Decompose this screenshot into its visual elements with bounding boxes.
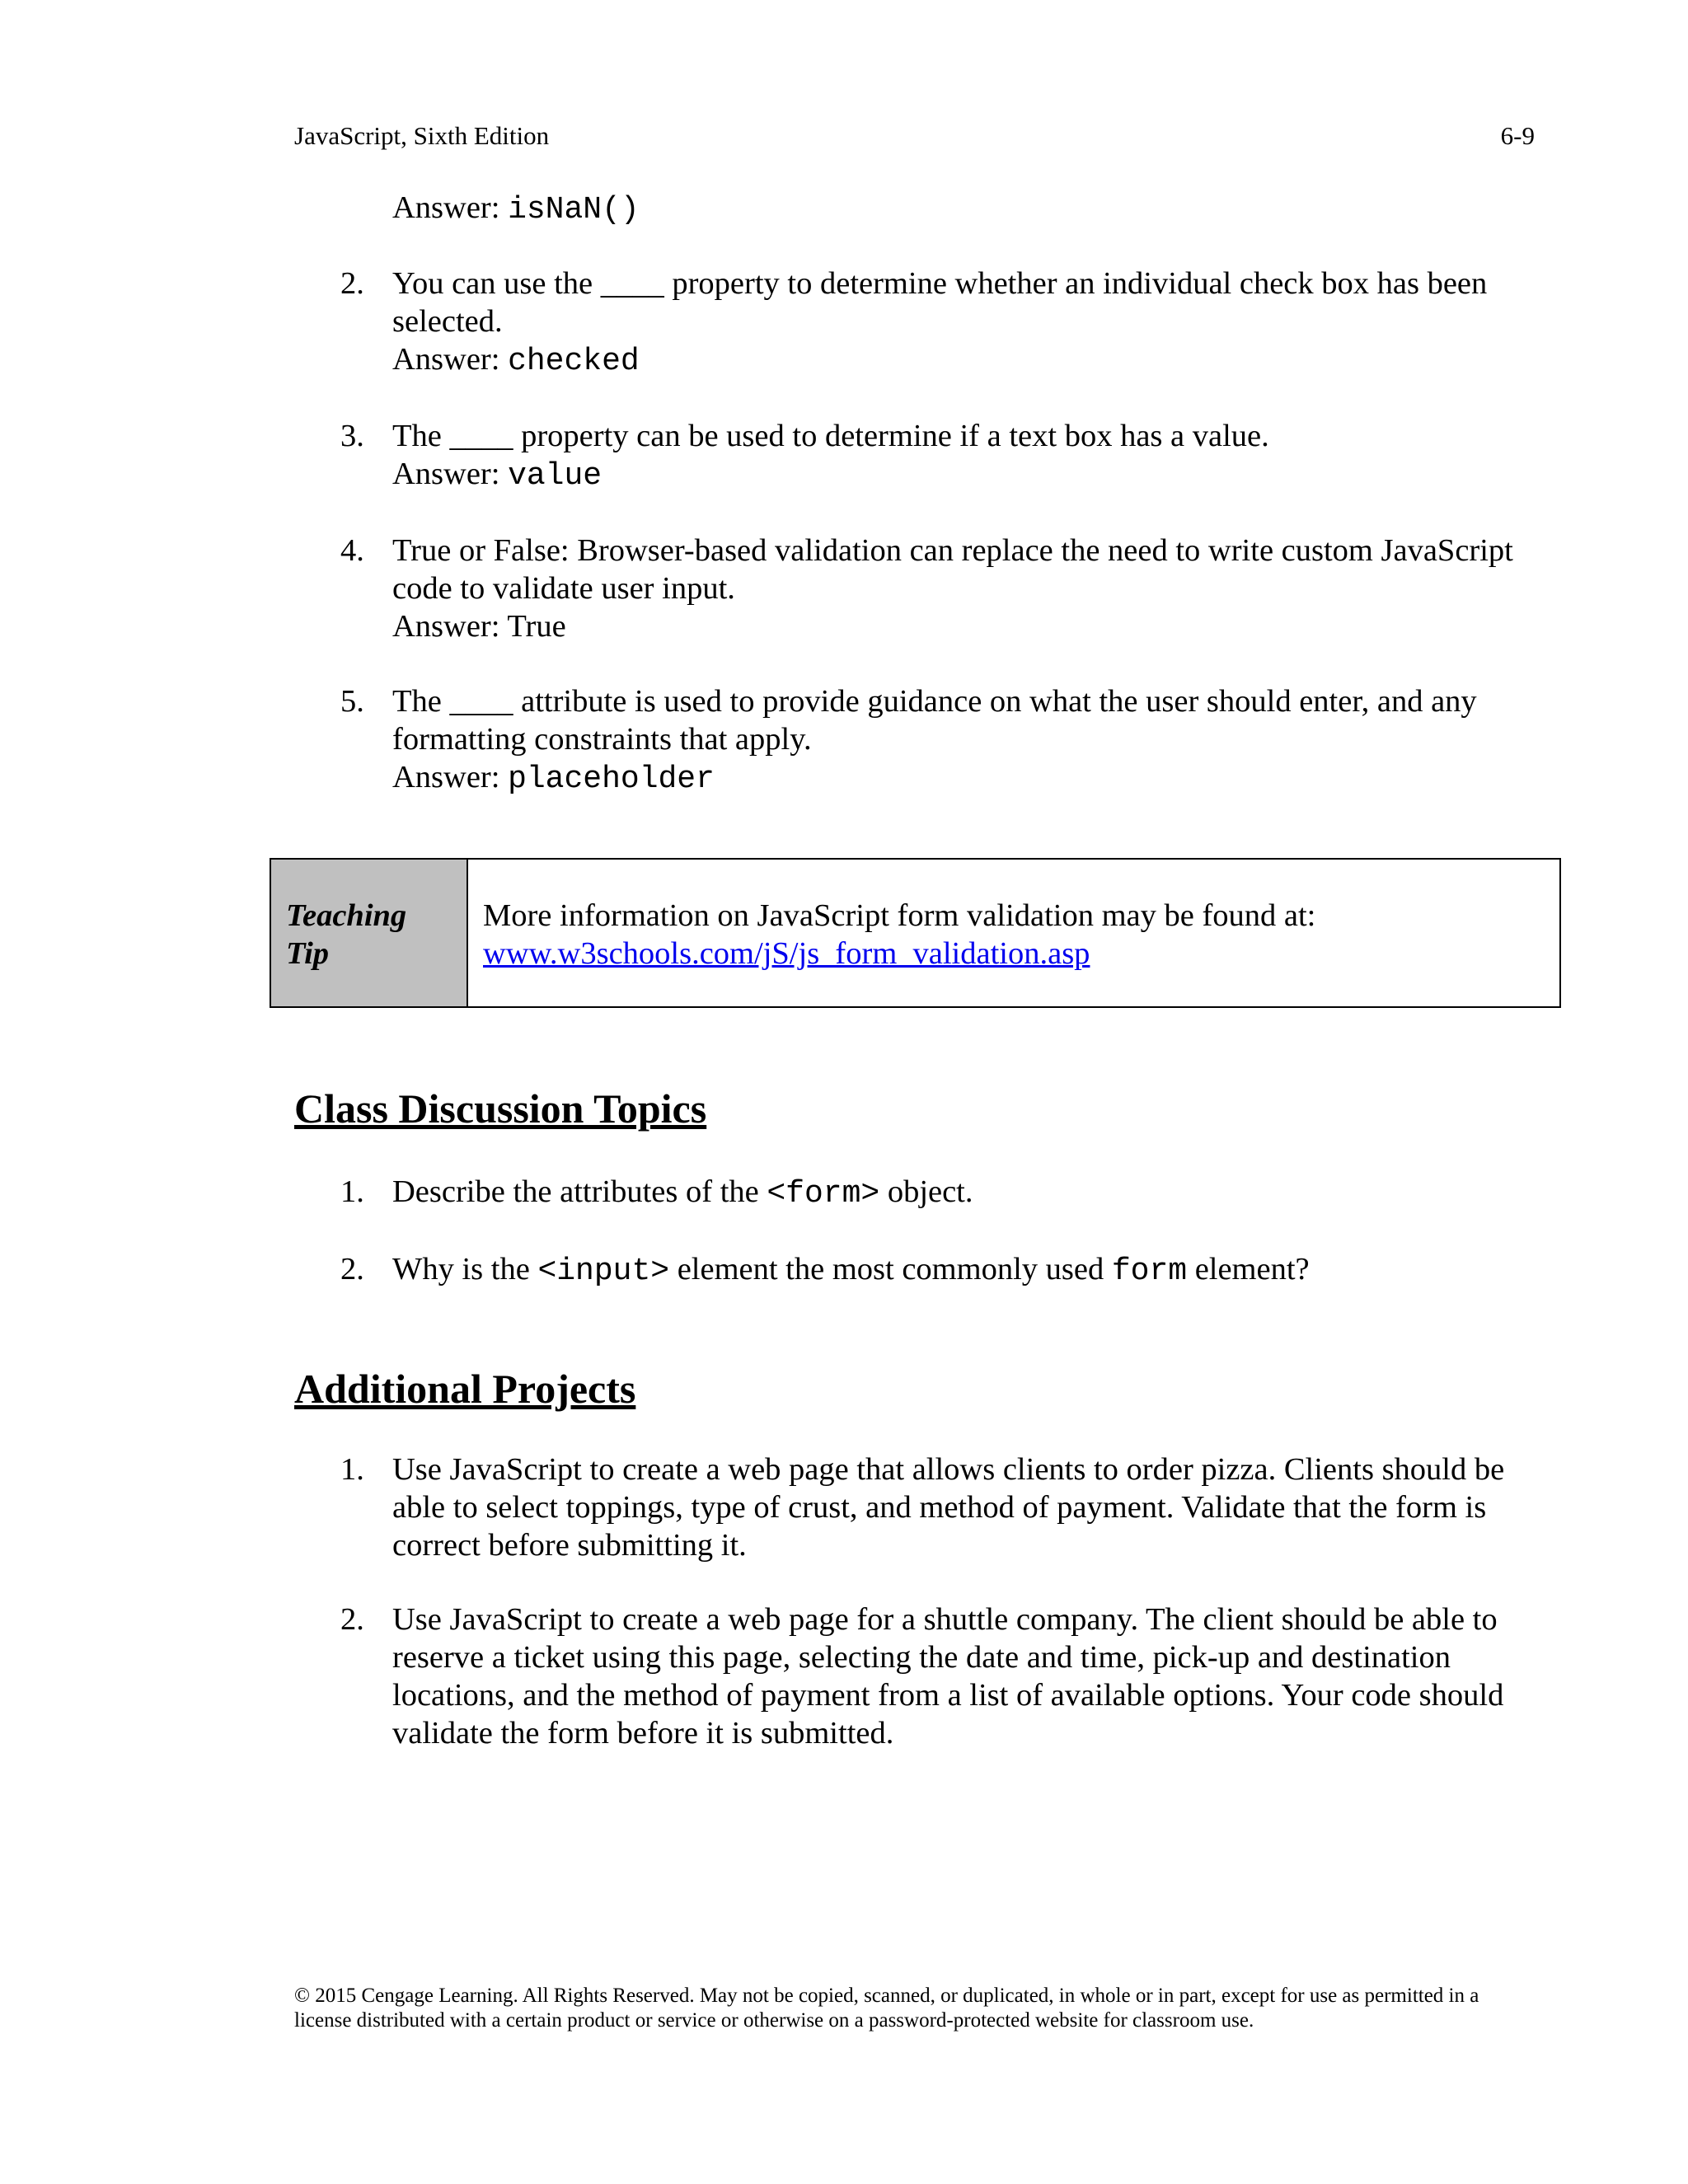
teaching-tip-content (483, 897, 1543, 972)
answer-value: placeholder (508, 762, 715, 797)
project-item-text: reserve a ticket using this page, selecting the date and time, pick-up and destination (392, 1640, 1451, 1675)
project-item-text: correct before submitting it. (392, 1528, 747, 1563)
quiz-item-text: formatting constraints that apply. (392, 722, 812, 757)
project-item-text: able to select toppings, type of crust, and method of payment. Validate that the form is (392, 1490, 1487, 1525)
discussion-item (294, 1173, 1547, 1213)
discussion-item (294, 1250, 1547, 1291)
page-header (294, 120, 1535, 152)
project-item (294, 1601, 1547, 1752)
discussion-item-code: <form> (767, 1176, 880, 1212)
teaching-tip-text: More information on JavaScript form validation may be found at: (483, 898, 1316, 933)
project-item-text: Use JavaScript to create a web page that allows clients to order pizza. Clients should be (392, 1452, 1505, 1487)
class-discussion-heading: Class Discussion Topics (294, 1085, 707, 1132)
project-item-text: validate the form before it is submitted. (392, 1716, 894, 1750)
header-title: JavaScript, Sixth Edition (294, 121, 550, 150)
quiz-item-answer (392, 455, 1547, 495)
quiz-item-number: 3. (340, 419, 364, 453)
quiz-item-text: You can use the ____ property to determine whether an individual check box has been (392, 266, 1488, 301)
discussion-item-text: Why is the (392, 1252, 538, 1286)
quiz-item (294, 682, 1547, 799)
discussion-item-text: element? (1187, 1252, 1310, 1286)
answer-label: Answer: (392, 457, 500, 491)
answer-label: Answer: (392, 760, 500, 794)
teaching-tip-label-line: Tip (286, 936, 330, 971)
quiz-item-number: 4. (340, 533, 364, 568)
teaching-tip-label-line: Teaching (286, 898, 407, 933)
quiz-item (294, 417, 1547, 495)
copyright-footer (294, 1984, 1547, 2033)
answer-value: value (508, 458, 603, 494)
header-page-number: 6-9 (1500, 121, 1535, 150)
discussion-item-text: Describe the attributes of the (392, 1174, 767, 1209)
quiz-item-text: selected. (392, 304, 503, 339)
project-item-number: 2. (340, 1602, 364, 1637)
teaching-tip-label (271, 860, 468, 1006)
teaching-tip-link[interactable]: www.w3schools.com/jS/js_form_validation.asp (483, 936, 1090, 971)
additional-projects-heading: Additional Projects (294, 1366, 636, 1412)
discussion-item-code: <input> (537, 1254, 670, 1289)
quiz-item-answer (392, 607, 1547, 645)
quiz-item-answer (392, 340, 1547, 381)
footer-line: © 2015 Cengage Learning. All Rights Reserved. May not be copied, scanned, or duplicated, in whole or in part, except for use as permitted in a (294, 1985, 1479, 2007)
quiz-item (294, 265, 1547, 381)
quiz-item (294, 532, 1547, 645)
quiz-item-text: The ____ attribute is used to provide guidance on what the user should enter, and any (392, 684, 1477, 719)
quiz-item-text: The ____ property can be used to determine if a text box has a value. (392, 419, 1269, 453)
project-item (294, 1451, 1547, 1564)
answer-value: checked (508, 344, 640, 379)
answer-label: Answer: (392, 342, 500, 377)
quiz-item-text: True or False: Browser-based validation can replace the need to write custom JavaScript (392, 533, 1513, 568)
discussion-item-number: 1. (340, 1174, 364, 1209)
discussion-item-code: form (1111, 1254, 1188, 1289)
quiz-item-number: 2. (340, 266, 364, 301)
answer-1 (294, 189, 1547, 229)
answer-value: True (507, 609, 566, 644)
quiz-item-number: 5. (340, 684, 364, 719)
quiz-item-answer (392, 758, 1547, 799)
project-item-number: 1. (340, 1452, 364, 1487)
quiz-item-text: code to validate user input. (392, 571, 735, 606)
discussion-item-text: object. (879, 1174, 973, 1209)
project-item-text: Use JavaScript to create a web page for a shuttle company. The client should be able to (392, 1602, 1498, 1637)
discussion-item-number: 2. (340, 1252, 364, 1286)
teaching-tip-box (270, 858, 1561, 1008)
answer-label: Answer: (392, 609, 500, 644)
discussion-item-text: element the most commonly used (669, 1252, 1112, 1286)
footer-line: license distributed with a certain product or service or otherwise on a password-protected website for classroom use. (294, 2009, 1254, 2032)
answer-label: Answer: (392, 190, 500, 225)
answer-value: isNaN() (508, 192, 640, 227)
project-item-text: locations, and the method of payment from a list of available options. Your code should (392, 1678, 1504, 1713)
